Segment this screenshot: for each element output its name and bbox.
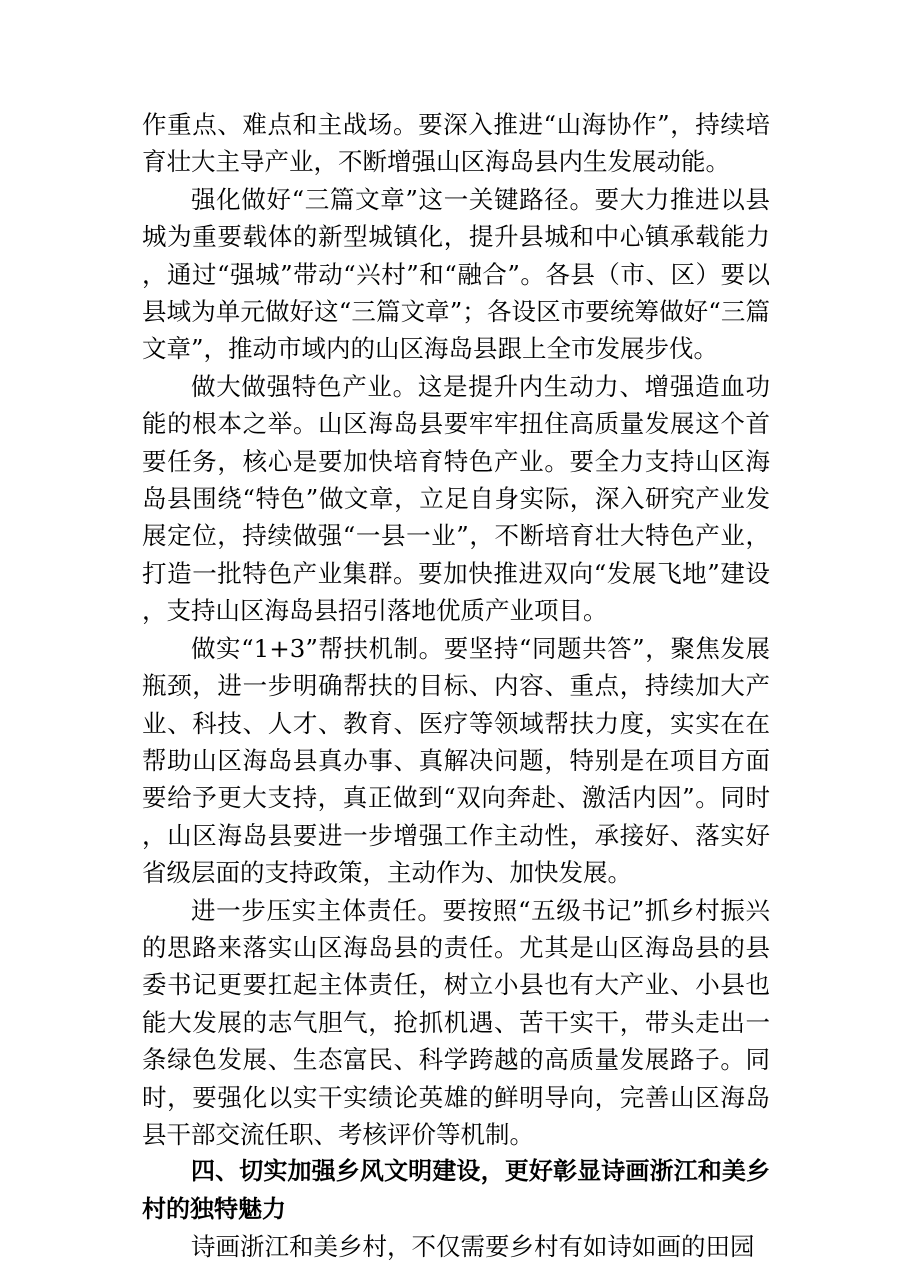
section-heading: 四、切实加强乡风文明建设，更好彰显诗画浙江和美乡村的独特魅力	[142, 1157, 770, 1223]
body-paragraph: 强化做好“三篇文章”这一关键路径。要大力推进以县城为重要载体的新型城镇化，提升县城和中心镇承载能力，通过“强城”带动“兴村”和“融合”。各县（市、区）要以县域为单元做好这“三篇文章”；各设区市要统筹做好“三篇文章”，推动市域内的山区海岛县跟上全市发展步伐。	[142, 184, 770, 364]
document-page	[142, 106, 770, 1266]
body-paragraph: 作重点、难点和主战场。要深入推进“山海协作”，持续培育壮大主导产业，不断增强山区海岛县内生发展动能。	[142, 110, 770, 177]
body-paragraph: 诗画浙江和美乡村，不仅需要乡村有如诗如画的田园	[191, 1232, 755, 1262]
body-paragraph: 做大做强特色产业。这是提升内生动力、增强造血功能的根本之举。山区海岛县要牢牢扭住高质量发展这个首要任务，核心是要加快培育特色产业。要全力支持山区海岛县围绕“特色”做文章，立足自身实际，深入研究产业发展定位，持续做强“一县一业”，不断培育壮大特色产业，打造一批特色产业集群。要加快推进双向“发展飞地”建设，支持山区海岛县招引落地优质产业项目。	[142, 371, 770, 626]
body-paragraph: 进一步压实主体责任。要按照“五级书记”抓乡村振兴的思路来落实山区海岛县的责任。尤其是山区海岛县的县委书记更要扛起主体责任，树立小县也有大产业、小县也能大发展的志气胆气，抢抓机遇、苦干实干，带头走出一条绿色发展、生态富民、科学跨越的高质量发展路子。同时，要强化以实干实绩论英雄的鲜明导向，完善山区海岛县干部交流任职、考核评价等机制。	[142, 895, 770, 1149]
body-paragraph: 做实“1+3”帮扶机制。要坚持“同题共答”，聚焦发展瓶颈，进一步明确帮扶的目标、内容、重点，持续加大产业、科技、人才、教育、医疗等领域帮扶力度，实实在在帮助山区海岛县真办事、真解决问题，特别是在项目方面要给予更大支持，真正做到“双向奔赴、激活内因”。同时，山区海岛县要进一步增强工作主动性，承接好、落实好省级层面的支持政策，主动作为、加快发展。	[142, 633, 770, 888]
